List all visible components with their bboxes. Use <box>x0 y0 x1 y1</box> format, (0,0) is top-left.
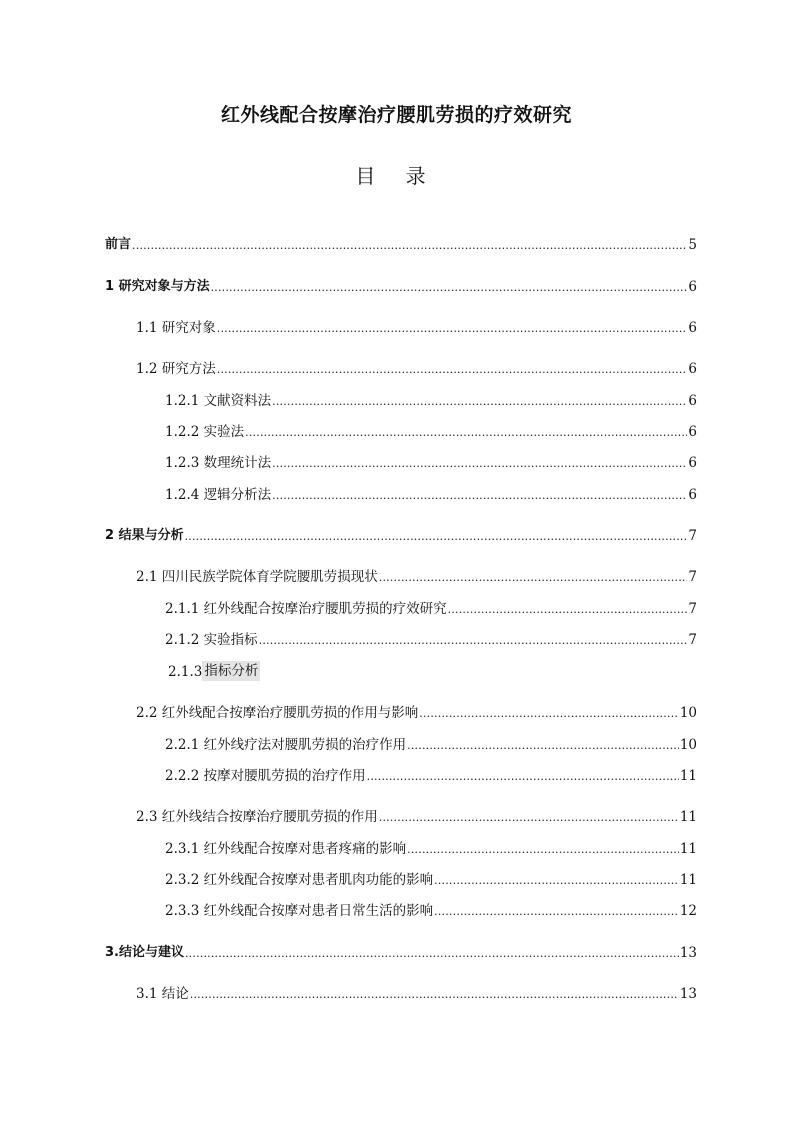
toc-entry-label: 1.2.1 文献资料法 <box>165 393 272 409</box>
toc-page-number: 11 <box>679 768 697 784</box>
toc-entry-label: 3.结论与建议 <box>105 945 184 960</box>
toc-entry-2-2-1[interactable] <box>165 734 697 754</box>
dot-leader <box>419 706 679 722</box>
toc-entry-label: 前言 <box>105 237 132 252</box>
toc-entry-label: 1.1 研究对象 <box>136 320 216 336</box>
dot-leader <box>367 769 679 785</box>
toc-entry-2-3-1[interactable] <box>165 838 697 858</box>
toc-entry-label: 1 研究对象与方法 <box>105 279 210 294</box>
dot-leader <box>132 238 687 254</box>
dot-leader <box>190 987 679 1003</box>
toc-entry-label: 2 结果与分析 <box>105 528 184 543</box>
dot-leader <box>434 873 679 889</box>
toc-page-number: 12 <box>679 903 697 919</box>
toc-page-number: 7 <box>688 569 697 585</box>
toc-entry-label: 1.2 研究方法 <box>136 361 216 377</box>
dot-leader <box>217 321 688 337</box>
dot-leader <box>217 362 688 378</box>
toc-entry-label: 2.3.3 红外线配合按摩对患者日常生活的影响 <box>165 903 434 919</box>
toc-page-number: 6 <box>688 279 697 295</box>
toc-entry-label: 2.3.2 红外线配合按摩对患者肌肉功能的影响 <box>165 872 434 888</box>
toc-page-number: 5 <box>688 237 697 253</box>
dot-leader <box>272 488 687 504</box>
dot-leader <box>379 810 679 826</box>
toc-page-number: 7 <box>688 601 697 617</box>
toc-page-number: 6 <box>688 393 697 409</box>
toc-page-number: 10 <box>679 705 697 721</box>
toc-entry-label: 2.2.1 红外线疗法对腰肌劳损的治疗作用 <box>165 737 407 753</box>
toc-page-number: 11 <box>679 872 697 888</box>
dot-leader <box>448 602 688 618</box>
toc-entry-2-3-3[interactable] <box>165 900 697 920</box>
toc-heading: 目 录 <box>355 164 438 188</box>
toc-page-number: 10 <box>679 737 697 753</box>
toc-entry-1-2[interactable] <box>136 358 697 378</box>
toc-page-number: 6 <box>688 455 697 471</box>
toc-page-number: 6 <box>688 320 697 336</box>
toc-entry-2-2-2[interactable] <box>165 765 697 785</box>
toc-entry-label: 2.1.2 实验指标 <box>165 632 258 648</box>
toc-entry-3-1[interactable] <box>136 983 697 1003</box>
toc-entry-1[interactable] <box>105 276 697 296</box>
toc-page-number: 6 <box>688 361 697 377</box>
toc-entry-1-2-3[interactable] <box>165 452 697 472</box>
toc-entry-label: 2.1 四川民族学院体育学院腰肌劳损现状 <box>136 569 378 585</box>
dot-leader <box>434 904 679 920</box>
toc-entry-2-1-2[interactable] <box>165 629 697 649</box>
toc-entry-label: 2.2 红外线配合按摩治疗腰肌劳损的作用与影响 <box>136 705 419 721</box>
toc-entry-1-1[interactable] <box>136 317 697 337</box>
toc-page-number: 13 <box>679 945 697 961</box>
dot-leader <box>211 280 688 296</box>
toc-entry-1-2-1[interactable] <box>165 390 697 410</box>
toc-entry-2-3[interactable] <box>136 806 697 826</box>
toc-entry-1-2-4[interactable] <box>165 484 697 504</box>
toc-page-number: 7 <box>688 528 697 544</box>
dot-leader <box>407 738 679 754</box>
toc-entry-label: 2.3 红外线结合按摩治疗腰肌劳损的作用 <box>136 809 378 825</box>
toc-page-number: 13 <box>679 986 697 1002</box>
toc-entry-label: 2.1.1 红外线配合按摩治疗腰肌劳损的疗效研究 <box>165 601 447 617</box>
toc-entry-2-1-1[interactable] <box>165 598 697 618</box>
toc-entry-label: 3.1 结论 <box>136 986 189 1002</box>
toc-entry-label: 2.3.1 红外线配合按摩对患者疼痛的影响 <box>165 841 407 857</box>
dot-leader <box>407 842 679 858</box>
toc-entry-2-1[interactable] <box>136 566 697 586</box>
dot-leader <box>245 425 687 441</box>
toc-entry-label: 2.2.2 按摩对腰肌劳损的治疗作用 <box>165 768 366 784</box>
dot-leader <box>185 946 679 962</box>
toc-page-number: 7 <box>688 632 697 648</box>
toc-page-number: 6 <box>688 424 697 440</box>
toc-page-number: 11 <box>679 841 697 857</box>
toc-entry-3[interactable] <box>105 942 697 962</box>
toc-page-number: 6 <box>688 487 697 503</box>
dot-leader <box>259 633 688 649</box>
dot-leader <box>379 570 688 586</box>
toc-entry-2[interactable] <box>105 525 697 545</box>
toc-entry-1-2-2[interactable] <box>165 421 697 441</box>
toc-entry-label: 1.2.2 实验法 <box>165 424 245 440</box>
toc-entry-2-2[interactable] <box>136 702 697 722</box>
toc-entry-2-1-3[interactable] <box>168 661 260 681</box>
toc-entry-preface[interactable] <box>105 234 697 254</box>
dot-leader <box>272 394 687 410</box>
document-title: 红外线配合按摩治疗腰肌劳损的疗效研究 <box>220 104 572 126</box>
dot-leader <box>185 529 688 545</box>
highlighted-text: 指标分析 <box>204 663 259 679</box>
toc-page-number: 11 <box>679 809 697 825</box>
toc-entry-number: 2.1.3 <box>168 664 203 680</box>
toc-entry-label: 1.2.4 逻辑分析法 <box>165 487 272 503</box>
toc-entry-2-3-2[interactable] <box>165 869 697 889</box>
dot-leader <box>272 456 687 472</box>
toc-entry-label: 1.2.3 数理统计法 <box>165 455 272 471</box>
